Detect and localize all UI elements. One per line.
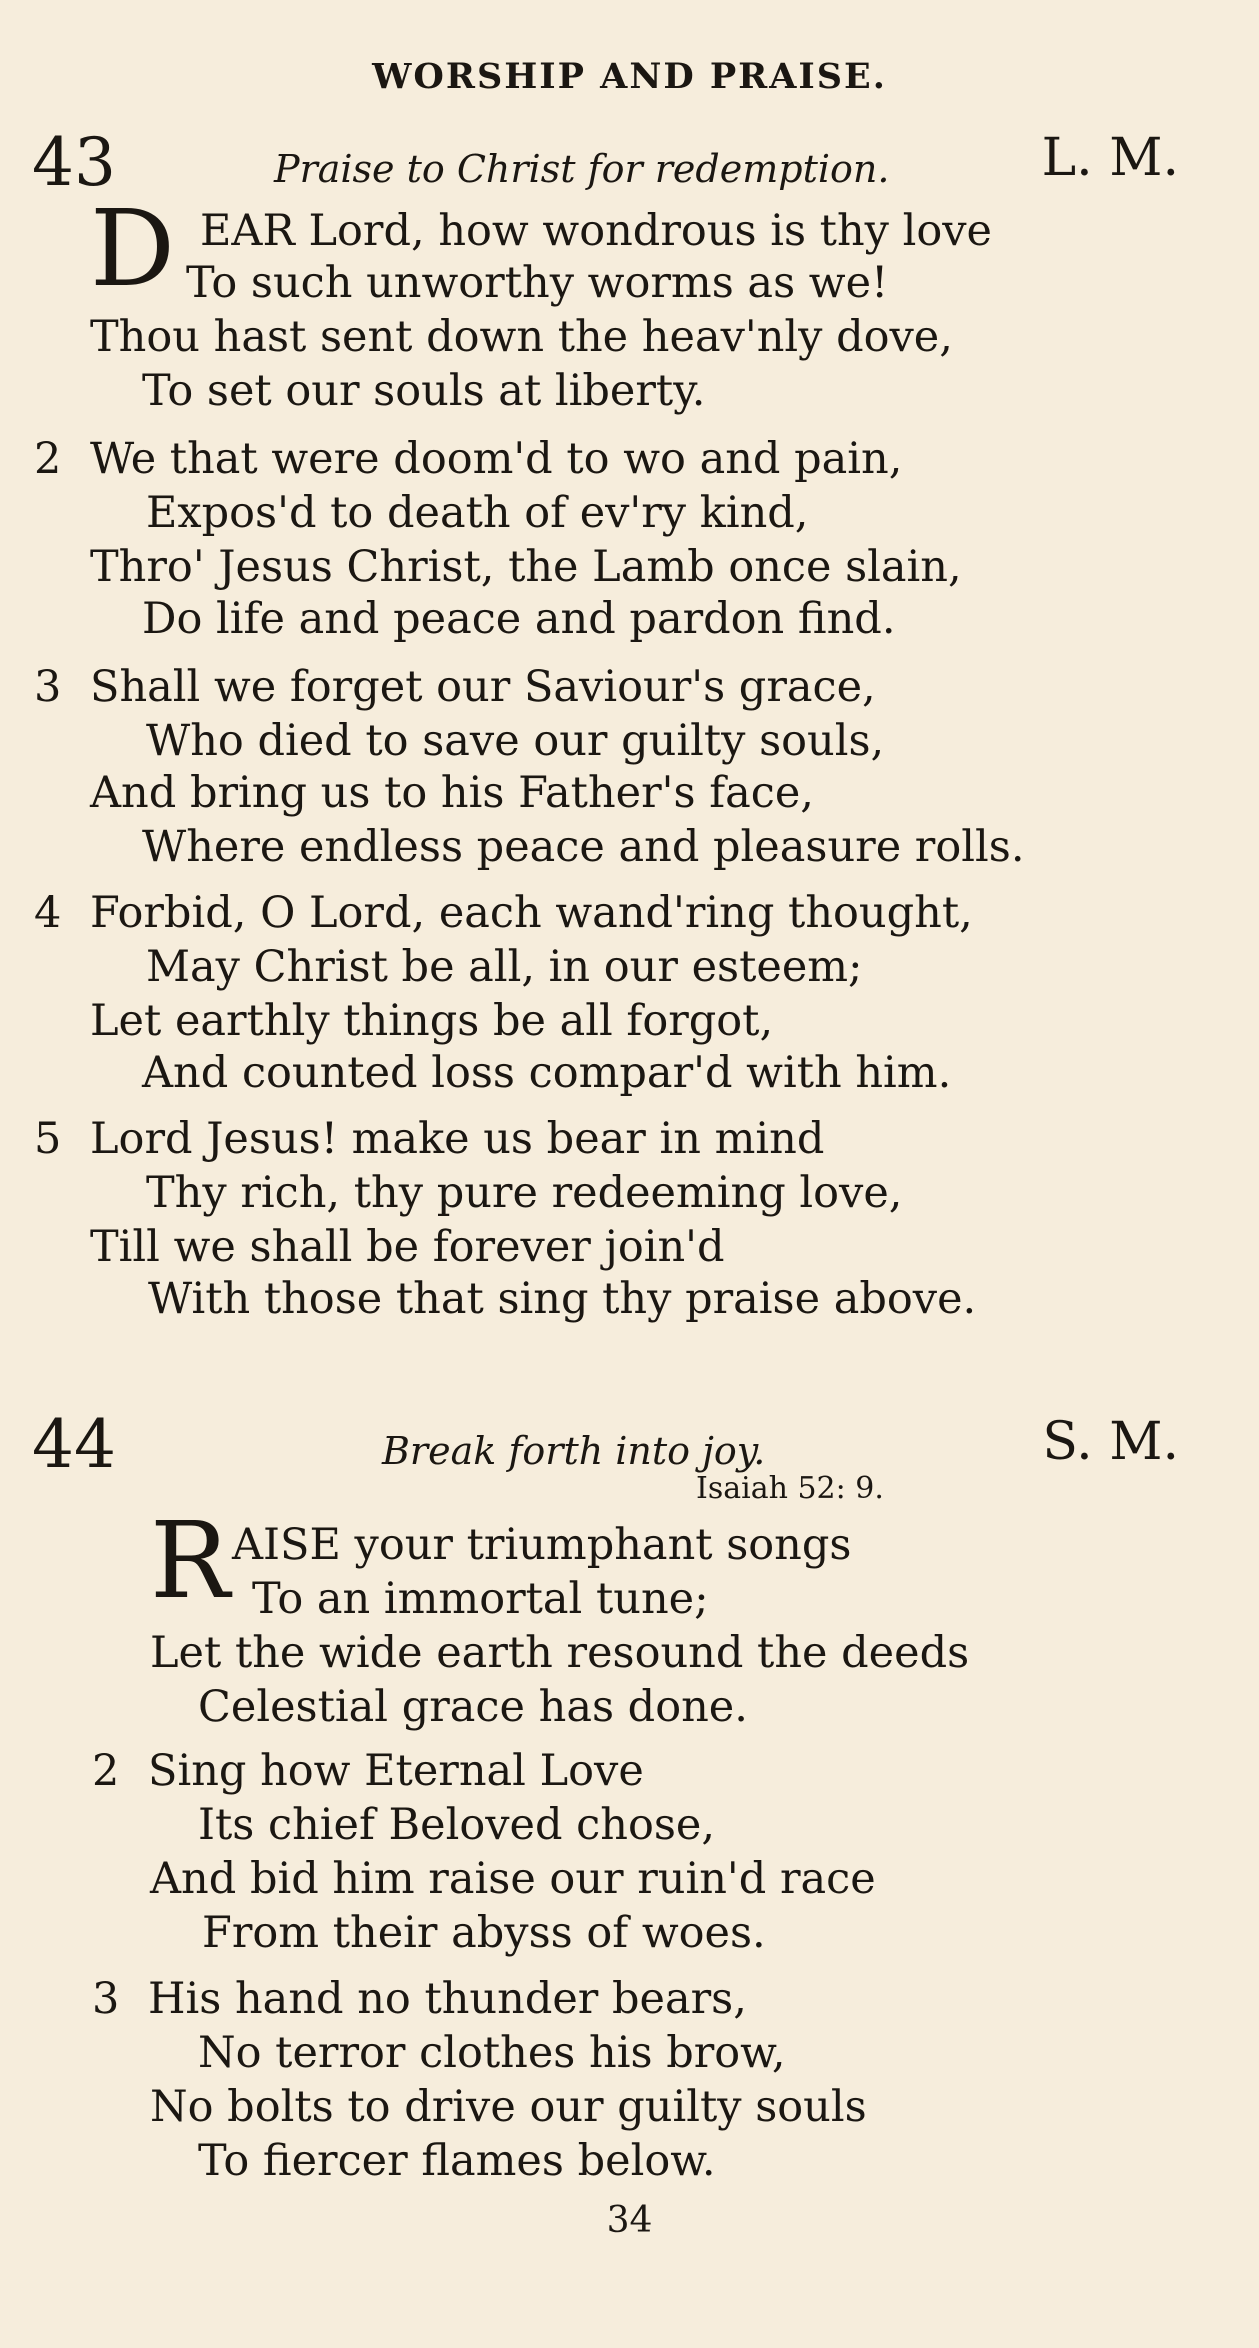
stanza-number: 2 — [34, 434, 62, 484]
hymn-line: To such unworthy worms as we! — [186, 258, 889, 308]
hymn-line: Sing how Eternal Love — [148, 1746, 644, 1796]
hymn-line: Expos'd to death of ev'ry kind, — [146, 488, 809, 538]
hymn-line: To an immortal tune; — [252, 1574, 709, 1624]
hymn-line: Let earthly things be all forgot, — [90, 996, 774, 1046]
stanza-number: 4 — [34, 888, 62, 938]
stanza-number: 5 — [34, 1114, 62, 1164]
hymn-meter: S. M. — [1042, 1412, 1179, 1472]
hymn-number: 44 — [32, 1406, 116, 1483]
stanza-number: 3 — [34, 662, 62, 712]
hymn-line: Forbid, O Lord, each wand'ring thought, — [90, 888, 973, 938]
hymn-line: Let the wide earth resound the deeds — [150, 1628, 970, 1678]
hymn-line: No terror clothes his brow, — [198, 2028, 786, 2078]
hymn-line: Where endless peace and pleasure rolls. — [142, 822, 1025, 872]
stanza-number: 3 — [92, 1974, 120, 2024]
hymn-line: And counted loss compar'd with him. — [142, 1048, 952, 1098]
hymn-line: To set our souls at liberty. — [142, 366, 706, 416]
hymn-line: We that were doom'd to wo and pain, — [90, 434, 903, 484]
running-head: WORSHIP AND PRAISE. — [372, 56, 887, 97]
hymn-line: Its chief Beloved chose, — [198, 1800, 716, 1850]
stanza-number: 2 — [92, 1746, 120, 1796]
hymn-line: And bring us to his Father's face, — [90, 768, 814, 818]
hymn-line: Thou hast sent down the heav'nly dove, — [90, 312, 953, 362]
hymn-line: To fiercer flames below. — [198, 2136, 716, 2186]
drop-cap: D — [90, 187, 175, 310]
scripture-reference: Isaiah 52: 9. — [696, 1471, 884, 1506]
hymn-line: Till we shall be forever join'd — [90, 1222, 725, 1272]
hymn-line: Shall we forget our Saviour's grace, — [90, 662, 876, 712]
hymn-header — [0, 124, 1259, 208]
page-number: 34 — [606, 2200, 653, 2241]
drop-cap: R — [150, 1499, 230, 1622]
hymn-line: Celestial grace has done. — [198, 1682, 748, 1732]
hymn-meter: L. M. — [1041, 128, 1179, 188]
hymn-line: AISE your triumphant songs — [232, 1520, 852, 1570]
hymn-line: Lord Jesus! make us bear in mind — [90, 1114, 825, 1164]
hymn-title: Praise to Christ for redemption. — [274, 147, 890, 191]
hymn-line: With those that sing thy praise above. — [148, 1274, 977, 1324]
hymn-line: Who died to save our guilty souls, — [146, 716, 885, 766]
hymn-line: Do life and peace and pardon find. — [142, 594, 896, 644]
hymn-line: And bid him raise our ruin'd race — [150, 1854, 876, 1904]
hymn-line: From their abyss of woes. — [202, 1908, 766, 1958]
hymn-line: No bolts to drive our guilty souls — [150, 2082, 867, 2132]
hymn-line: EAR Lord, how wondrous is thy love — [200, 206, 992, 256]
hymn-number: 43 — [32, 124, 116, 201]
hymn-line: Thro' Jesus Christ, the Lamb once slain, — [90, 542, 962, 592]
hymn-header — [0, 1406, 1259, 1506]
hymn-title: Break forth into joy. — [382, 1429, 766, 1473]
hymn-line: May Christ be all, in our esteem; — [146, 942, 863, 992]
hymn-line: Thy rich, thy pure redeeming love, — [146, 1168, 903, 1218]
hymn-line: His hand no thunder bears, — [148, 1974, 747, 2024]
